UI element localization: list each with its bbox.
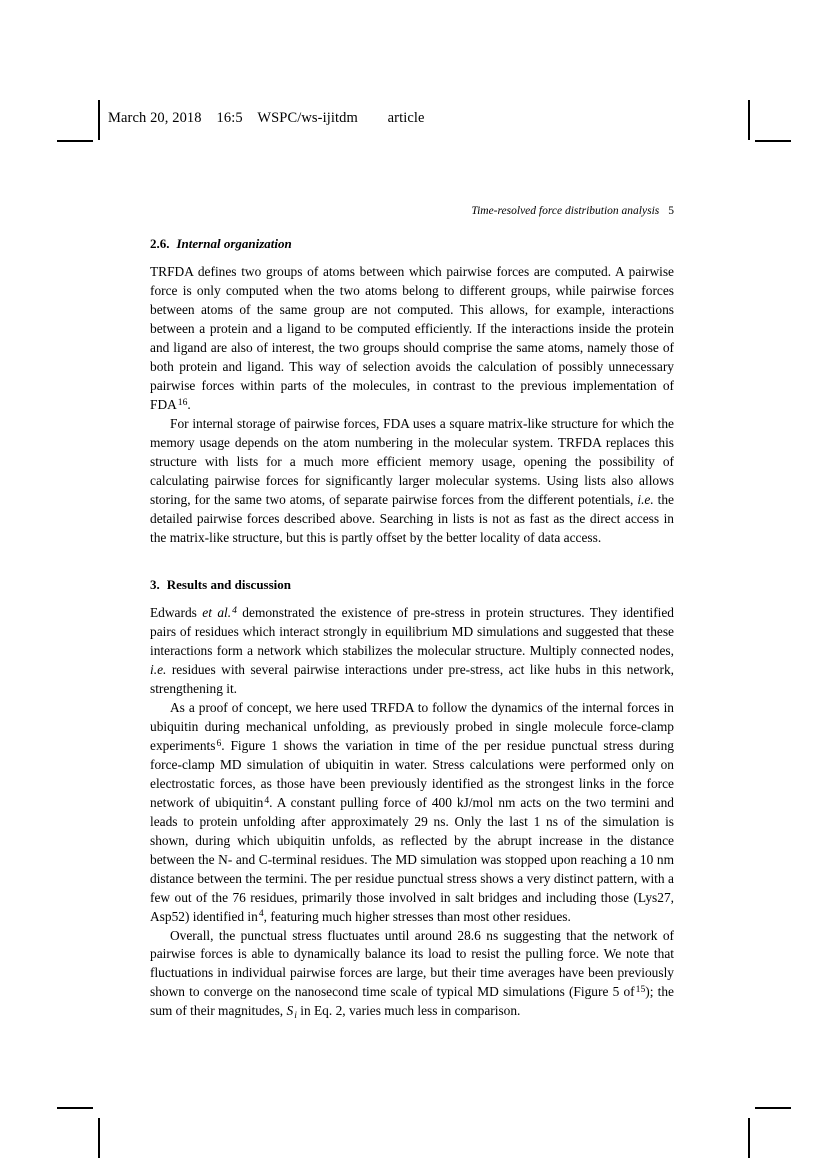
citation-marker: 15 [635, 984, 646, 996]
citation-marker: 4 [258, 908, 264, 920]
inline-italic-ie: i.e. [150, 661, 167, 677]
paragraph-text-tail: residues with several pairwise interactions under pre-stress, act like hubs in this network, strengthening it. [150, 661, 674, 696]
math-subscript-i: i [294, 1010, 297, 1022]
paragraph-results-1 [150, 604, 674, 699]
printer-mark-line: March 20, 2018 16:5 WSPC/ws-ijitdm article [108, 110, 425, 126]
paragraph-text-mid: demonstrated the existence of pre-stress in protein structures. They identified pairs of residues which interact strongly in equilibrium MD simulations and suggested that these interactions form a network which stabilizes the molecular structure. Multiply connected nodes, [150, 605, 675, 658]
section-title: Results and discussion [166, 576, 292, 592]
paragraph-text: For internal storage of pairwise forces, FDA uses a square matrix-like structure for which the memory usage depends on the atom numbering in the molecular system. TRFDA replaces this structure with lists for a much more efficient memory usage, opening the possibility of calculating pairwise forces for significantly larger molecular systems. Using lists also allows storing, for the same two atoms, of separate pairwise forces from the different potentials, [150, 416, 674, 507]
math-variable-s: S [286, 1003, 294, 1019]
paragraph-internal-organization-1 [150, 263, 674, 415]
paragraph-text: TRFDA defines two groups of atoms between which pairwise forces are computed. A pairwise force is only computed when the two atoms belong to different groups, while pairwise forces between atoms of the same group are not computed. This allows, for example, interactions between a protein and a ligand to be computed efficiently. If the interactions inside the protein and ligand are also of interest, the two groups should comprise the same atoms, namely those of both protein and ligand. This way of selection avoids the calculation of possibly unnecessary pairwise forces within parts of the molecules, in contrast to the previous implementation of FDA [150, 264, 674, 413]
citation-marker: 4 [232, 604, 237, 616]
crop-mark-top-left-horizontal [57, 140, 93, 142]
citation-marker: 4 [264, 794, 270, 806]
section-title: Internal organization [176, 236, 292, 251]
citation-marker: 16 [177, 396, 188, 408]
paragraph-text: As a proof of concept, we here used TRFDA to follow the dynamics of the internal forces in ubiquitin during mechanical unfolding, as previously probed in single molecule force-clamp experiments [150, 699, 674, 753]
inline-italic-ie: i.e. [637, 491, 654, 507]
paragraph-text-tail: , featuring much higher stresses than most other residues. [263, 908, 571, 924]
paragraph-text-mid: ); the sum of their magnitudes, [150, 984, 674, 1019]
citation-marker: 6 [216, 737, 222, 749]
paragraph-text-tail: in Eq. 2, varies much less in comparison. [296, 1003, 521, 1019]
crop-mark-bottom-left-horizontal [57, 1107, 93, 1109]
crop-mark-bottom-right-horizontal [755, 1107, 791, 1109]
section-number: 3. [150, 576, 160, 592]
paragraph-text: Edwards [150, 605, 203, 621]
section-heading-3 [150, 577, 674, 593]
text-column [150, 236, 674, 1021]
running-head-title: Time-resolved force distribution analysis [471, 205, 660, 217]
paragraph-text-tail: . [187, 397, 191, 413]
crop-mark-top-right-horizontal [755, 140, 791, 142]
paragraph-results-3 [150, 927, 674, 1022]
paragraph-text-mid-2: . A constant pulling force of 400 kJ/mol nm acts on the two termini and leads to protein unfolding after approximately 29 ns. Only the last 1 ns of the simulation is shown, during which ubiquitin unfolds, as reflected by the abrupt increase in the distance between the N- and C-terminal residues. The MD simulation was stopped upon reaching a 10 nm distance between the termini. The per residue punctual stress shows a very distinct pattern, with a few out of the 76 residues, primarily those involved in salt bridges and including those (Lys27, Asp52) identified in [150, 794, 674, 924]
page-number: 5 [668, 205, 674, 217]
paragraph-internal-organization-2 [150, 415, 674, 548]
paragraph-results-2 [150, 699, 674, 927]
crop-mark-top-right-vertical [748, 100, 750, 140]
running-head [150, 205, 674, 217]
crop-mark-bottom-left-vertical [98, 1118, 100, 1158]
crop-mark-top-left-vertical [98, 100, 100, 140]
paragraph-text-tail: the detailed pairwise forces described above. Searching in lists is not as fast as the direct access in the matrix-like structure, but this is partly offset by the better locality of data access. [150, 491, 675, 545]
inline-italic-etal: et al. [202, 605, 232, 621]
paragraph-text-mid-1: . Figure 1 shows the variation in time of the per residue punctual stress during force-clamp MD simulation of ubiquitin in water. Stress calculations were performed only on electrostatic forces, as those have been previously identified as the strongest links in the force network of ubiquitin [150, 737, 674, 810]
crop-mark-bottom-right-vertical [748, 1118, 750, 1158]
section-heading-2-6 [150, 236, 674, 252]
paragraph-text: Overall, the punctual stress fluctuates until around 28.6 ns suggesting that the network of pairwise forces is able to dynamically balance its load to resist the pulling force. We note that fluctuations in individual pairwise forces are large, but their time averages have been previously shown to converge on the nanosecond time scale of typical MD simulations (Figure 5 of [150, 927, 674, 1000]
section-number: 2.6. [150, 236, 170, 251]
